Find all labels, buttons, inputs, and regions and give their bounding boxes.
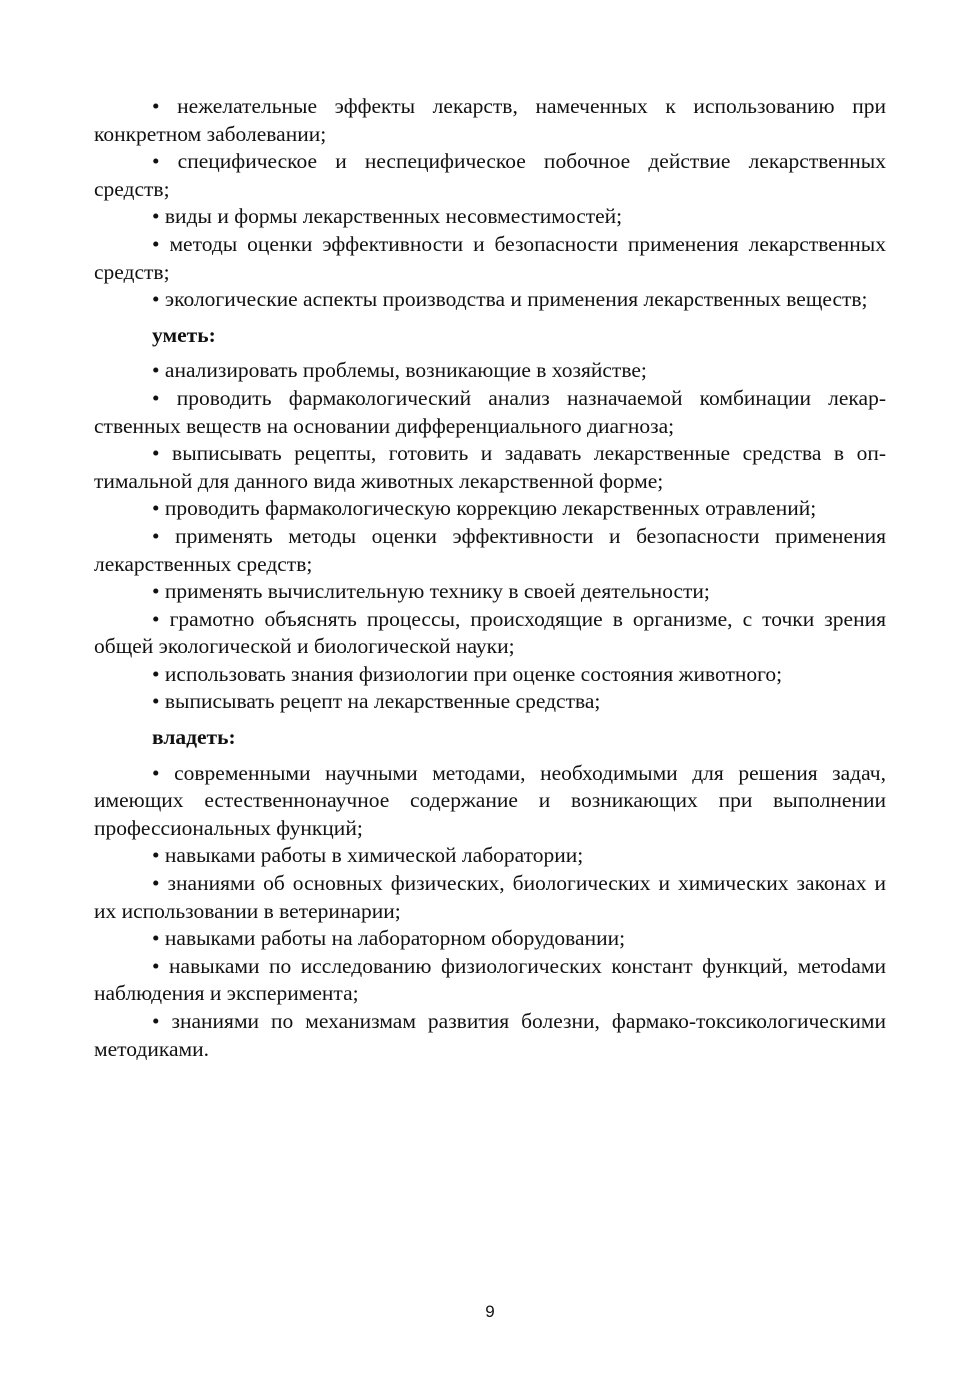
- list-item: • выписывать рецепт на лекарственные средства;: [94, 688, 886, 716]
- list-item: • анализировать проблемы, возникающие в хозяйстве;: [94, 357, 886, 385]
- list-item: • проводить фармакологический анализ назначаемой комбинации лекарственных веществ на основании дифференциального диагноза;: [94, 385, 886, 440]
- section-heading-umet: уметь:: [152, 322, 216, 347]
- list-item: • проводить фармакологическую коррекцию лекарственных отравлений;: [94, 495, 886, 523]
- list-item: • современными научными методами, необходимыми для решения задач, имеющих естественнонаучное содержание и возникающих при выполнении профессиональных функций;: [94, 760, 886, 843]
- list-item: • грамотно объяснять процессы, происходящие в организме, с точки зрения общей экологической и биологической науки;: [94, 606, 886, 661]
- list-item: • применять методы оценки эффективности и безопасности применения лекарственных средств;: [94, 523, 886, 578]
- competencies-list: [94, 760, 886, 1064]
- knowledge-list: [94, 93, 886, 314]
- list-item: • применять вычислительную технику в своей деятельности;: [94, 578, 886, 606]
- list-item: • знаниями об основных физических, биологических и химических законах и их использовании в ветеринарии;: [94, 870, 886, 925]
- list-item: • навыками работы на лабораторном оборудовании;: [94, 925, 886, 953]
- page-number: 9: [485, 1302, 495, 1321]
- list-item: • навыками работы в химической лаборатории;: [94, 842, 886, 870]
- list-item: • методы оценки эффективности и безопасности применения лекарственных средств;: [94, 231, 886, 286]
- list-item: • выписывать рецепты, готовить и задавать лекарственные средства в оптимальной для данного вида животных лекарственной форме;: [94, 440, 886, 495]
- list-item: • экологические аспекты производства и применения лекарственных веществ;: [94, 286, 886, 314]
- document-body: [94, 93, 886, 1063]
- list-item: • специфическое и неспецифическое побочное действие лекарственных средств;: [94, 148, 886, 203]
- list-item: • навыками по исследованию физиологических констант функций, метоdами наблюдения и эксперимента;: [94, 953, 886, 1008]
- list-item: • использовать знания физиологии при оценке состояния животного;: [94, 661, 886, 689]
- skills-list: [94, 357, 886, 716]
- list-item: • знаниями по механизмам развития болезни, фармако-токсикологическими методиками.: [94, 1008, 886, 1063]
- section-heading-vladet: владеть:: [152, 725, 236, 750]
- list-item: • нежелательные эффекты лекарств, намеченных к использованию при конкретном заболевании;: [94, 93, 886, 148]
- list-item: • виды и формы лекарственных несовместимостей;: [94, 203, 886, 231]
